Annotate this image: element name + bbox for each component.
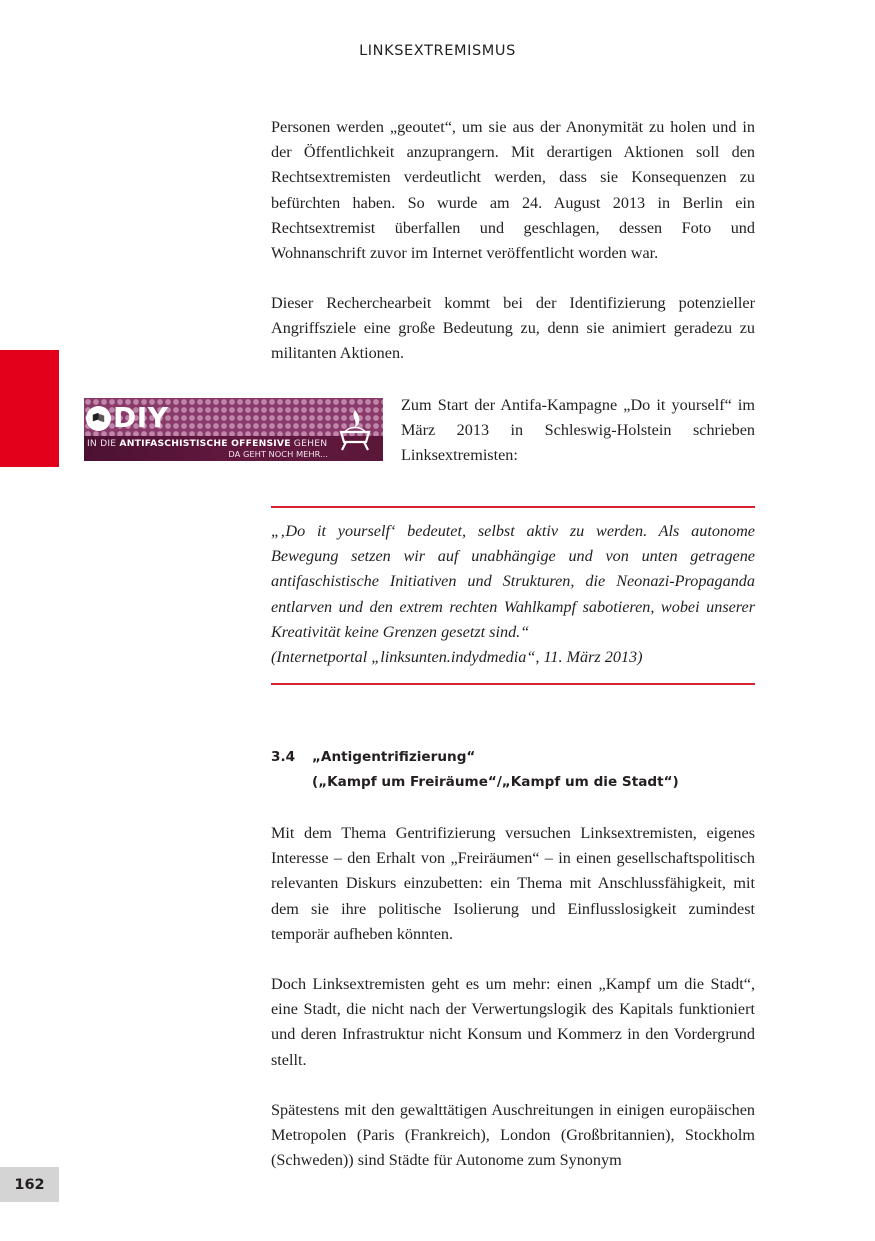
- flame-emblem-icon: [333, 406, 377, 454]
- quote-source: (Internetportal „linksunten.indydmedia“, 11. März 2013): [271, 648, 643, 666]
- paragraph-gentrification: Mit dem Thema Gentrifizierung versuchen Linksextremisten, eigenes Interesse – den Erhalt von „Freiräumen“ – in einen gesellschaftspolitisch relevanten Diskurs einzubetten: ein Thema mit Anschlussfähigkeit, mit dem sie ihre politische Isolierung und Einflusslosigkeit zumindest temporär aufheben könnten.: [271, 824, 755, 943]
- quote-bottom-rule: [271, 683, 755, 685]
- diy-logo: [86, 402, 168, 434]
- banner-slogan: IN DIE ANTIFASCHISTISCHE OFFENSIVE GEHEN: [87, 438, 328, 449]
- section-subtitle: („Kampf um Freiräume“/„Kampf um die Stadt“): [312, 774, 679, 790]
- banner-subline: DA GEHT NOCH MEHR...: [228, 449, 328, 459]
- paragraph-city: Doch Linksextremisten geht es um mehr: einen „Kampf um die Stadt“, eine Stadt, die nicht nach der Verwertungslogik des Kapitals funktioniert und deren Infrastruktur nicht Konsum und Kommerz in den Vordergrund stellt.: [271, 975, 755, 1069]
- paragraph-campaign-intro: Zum Start der Antifa-Kampagne „Do it yourself“ im März 2013 in Schleswig-Holstein schrieben Linksextremisten:: [401, 396, 755, 465]
- section-title: „Antigentrifizierung“: [312, 749, 476, 765]
- paragraph-metropoles: Spätestens mit den gewalttätigen Auschreitungen in einigen europäischen Metropolen (Paris (Frankreich), London (Großbritannien), Stockholm (Schweden)) sind Städte für Autonome zum Synonym: [271, 1101, 755, 1170]
- antifa-flag-icon: [86, 406, 111, 431]
- campaign-quote: „‚Do it yourself‘ bedeutet, selbst aktiv zu werden. Als autonome Bewegung setzen wir auf unabhängige und von unten getragene antifaschistische Initiativen und Strukturen, die Neonazi-Propaganda entlarven und den extrem rechten Wahlkampf sabotieren, wobei unserer Kreativität keine Grenzen gesetzt sind.“: [271, 522, 755, 641]
- paragraph-outing: Personen werden „geoutet“, um sie aus der Anonymität zu holen und in der Öffentlichkeit anzuprangern. Mit derartigen Aktionen soll den Rechtsextremisten verdeutlicht werden, dass sie Konsequenzen zu befürchten haben. So wurde am 24. August 2013 in Berlin ein Rechtsextremist überfallen und geschlagen, dessen Foto und Wohnanschrift zuvor im Internet veröffentlicht worden war.: [271, 118, 755, 263]
- chapter-tab: [0, 350, 59, 467]
- diy-campaign-banner: [84, 398, 383, 461]
- quote-top-rule: [271, 506, 755, 508]
- diy-logo-text: DIY: [113, 401, 169, 434]
- section-number: 3.4: [271, 749, 296, 765]
- page-number: 162: [0, 1167, 59, 1202]
- running-head: LINKSEXTREMISMUS: [359, 43, 516, 59]
- paragraph-research: Dieser Recherchearbeit kommt bei der Identifizierung potenzieller Angriffsziele eine große Bedeutung zu, denn sie animiert geradezu zu militanten Aktionen.: [271, 294, 755, 363]
